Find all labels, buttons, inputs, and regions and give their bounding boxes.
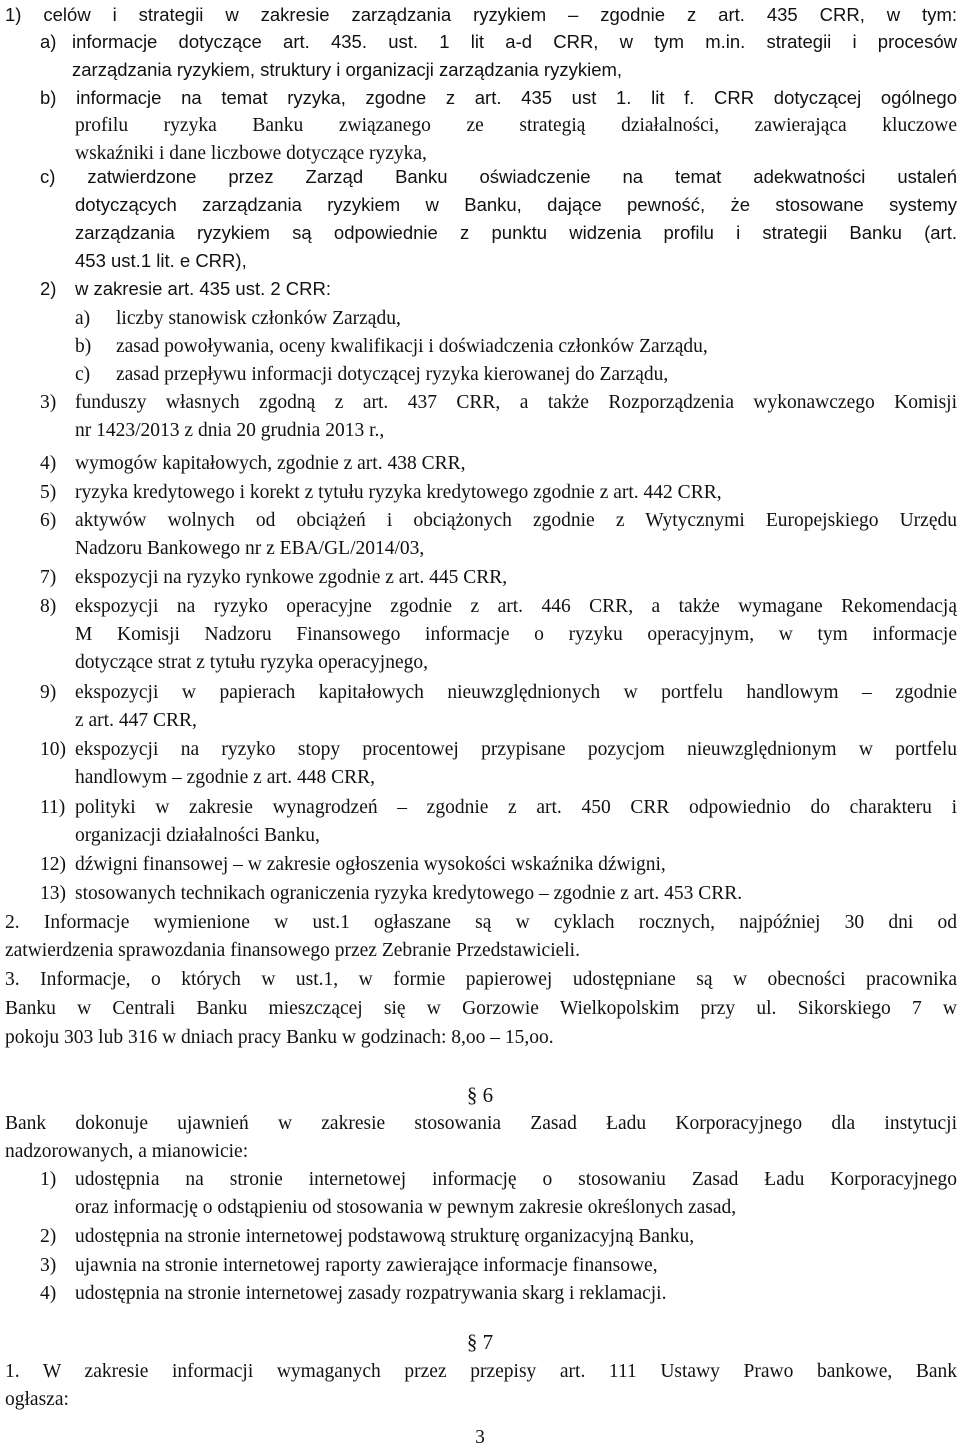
text-line: § 7 — [466, 1330, 494, 1354]
text-line: 3 — [475, 1427, 485, 1448]
text-line: 8) — [40, 596, 57, 617]
list-item-text — [75, 679, 957, 707]
text-line: dźwigni finansowej – w zakresie ogłoszenia wysokości wskaźnika dźwigni, — [75, 854, 666, 875]
paragraph-line — [5, 937, 957, 965]
text-line: handlowym – zgodnie z art. 448 CRR, — [75, 767, 376, 788]
text-line: funduszy własnych zgodną z art. 437 CRR, a także Rozporządzenia wykonawczego Komisji — [75, 392, 957, 413]
text-line: ekspozycji w papierach kapitałowych nieuwzględnionych w portfelu handlowym – zgodnie — [75, 682, 957, 703]
list-marker — [40, 593, 70, 621]
text-line: profilu ryzyka Banku związanego ze strategią działalności, zawierająca kluczowe — [75, 115, 957, 136]
list-item-text — [75, 649, 957, 677]
list-item-text — [75, 479, 957, 507]
text-line: nadzorowanych, a mianowicie: — [5, 1141, 249, 1162]
page-number — [0, 1424, 960, 1452]
text-line: 3) — [40, 392, 57, 413]
list-item-text — [75, 219, 957, 247]
list-marker — [40, 389, 70, 417]
text-line: 2) — [40, 1226, 57, 1247]
text-line: 2) — [40, 278, 57, 299]
list-marker — [40, 1166, 70, 1194]
list-item-text — [40, 163, 957, 191]
text-line: 5) — [40, 482, 57, 503]
list-marker — [40, 679, 70, 707]
text-line: liczby stanowisk członków Zarządu, — [116, 308, 401, 329]
list-item-text — [75, 707, 957, 735]
text-line: § 6 — [466, 1083, 494, 1107]
list-marker — [40, 1280, 70, 1308]
list-item-1-heading — [5, 1, 957, 29]
text-line: ekspozycji na ryzyko operacyjne zgodnie z art. 446 CRR, a także wymagane Rekomendacją — [75, 596, 957, 617]
text-line: b) informacje na temat ryzyka, zgodne z art. 435 ust 1. lit f. CRR dotyczącej ogólnego — [40, 87, 957, 108]
text-line: nr 1423/2013 z dnia 20 grudnia 2013 r., — [75, 420, 385, 441]
text-line: z art. 447 CRR, — [75, 710, 197, 731]
text-line: 453 ust.1 lit. e CRR), — [75, 250, 247, 271]
text-line: 1. W zakresie informacji wymaganych przez przepisy art. 111 Ustawy Prawo bankowe, Bank — [5, 1361, 957, 1382]
text-line: 1) — [40, 1169, 57, 1190]
list-item-text — [116, 361, 956, 389]
text-line: wskaźniki i dane liczbowe dotyczące ryzyka, — [75, 143, 427, 164]
text-line: aktywów wolnych od obciążeń i obciążonych zgodnie z Wytycznymi Europejskiego Urzędu — [75, 510, 957, 531]
list-item-text — [72, 56, 954, 84]
paragraph-line — [5, 1358, 957, 1386]
list-item-text — [75, 191, 957, 219]
text-line: ryzyka kredytowego i korekt z tytułu ryzyka kredytowego zgodnie z art. 442 CRR, — [75, 482, 722, 503]
list-item-text — [75, 880, 957, 908]
text-line: 10) — [40, 739, 66, 760]
list-item-text — [75, 851, 957, 879]
list-marker — [40, 880, 75, 908]
list-item-text — [75, 1252, 957, 1280]
text-line: 4) — [40, 1283, 57, 1304]
paragraph-line — [5, 1110, 957, 1138]
text-line: Banku w Centrali Banku mieszczącej się w Gorzowie Wielkopolskim przy ul. Sikorskiego 7 w — [5, 998, 957, 1019]
text-line: a) — [75, 308, 91, 329]
paragraph-line — [5, 909, 957, 937]
text-line: c) zatwierdzone przez Zarząd Banku oświadczenie na temat adekwatności ustaleń — [40, 166, 957, 187]
list-item-text — [75, 507, 957, 535]
paragraph-line — [5, 966, 957, 994]
text-line: b) — [75, 336, 92, 357]
text-line: ujawnia na stronie internetowej raporty zawierające informacje finansowe, — [75, 1255, 658, 1276]
list-marker — [40, 794, 75, 822]
text-line: oraz informację o odstąpieniu od stosowania w pewnym zakresie określonych zasad, — [75, 1197, 737, 1218]
list-marker — [75, 305, 105, 333]
text-line: ekspozycji na ryzyko rynkowe zgodnie z art. 445 CRR, — [75, 567, 508, 588]
list-marker — [40, 507, 70, 535]
text-line: 1) celów i strategii w zakresie zarządzania ryzykiem – zgodnie z art. 435 CRR, w tym: — [5, 4, 957, 25]
text-line: zatwierdzenia sprawozdania finansowego przez Zebranie Przedstawicieli. — [5, 940, 580, 961]
text-line: 9) — [40, 682, 57, 703]
list-item-text — [75, 593, 957, 621]
list-item-text — [40, 84, 957, 112]
paragraph-line — [5, 1386, 957, 1414]
text-line: dotyczących zarządzania ryzykiem w Banku, dające pewność, że stosowane systemy — [75, 194, 957, 215]
paragraph-line — [5, 1138, 957, 1166]
text-line: w zakresie art. 435 ust. 2 CRR: — [75, 278, 332, 299]
text-line: polityki w zakresie wynagrodzeń – zgodnie z art. 450 CRR odpowiednio do charakteru i — [75, 797, 957, 818]
list-item-text — [75, 275, 957, 303]
list-item-text — [75, 564, 957, 592]
text-line: organizacji działalności Banku, — [75, 825, 320, 846]
text-line: c) — [75, 364, 91, 385]
list-item-text — [75, 1194, 957, 1222]
list-marker — [75, 333, 105, 361]
list-marker — [40, 450, 70, 478]
text-line: 13) — [40, 883, 66, 904]
text-line: zarządzania ryzykiem są odpowiednie z punktu widzenia profilu i strategii Banku (art. — [75, 222, 957, 243]
list-marker — [40, 851, 75, 879]
text-line: zasad przepływu informacji dotyczącej ryzyka kierowanej do Zarządu, — [116, 364, 669, 385]
text-line: a) — [40, 31, 57, 52]
text-line: 2. Informacje wymienione w ust.1 ogłaszane są w cyklach rocznych, najpóźniej 30 dni od — [5, 912, 957, 933]
list-item-text — [75, 417, 957, 445]
text-line: wymogów kapitałowych, zgodnie z art. 438 CRR, — [75, 453, 466, 474]
text-line: 4) — [40, 453, 57, 474]
list-item-text — [75, 247, 957, 275]
list-item-text — [116, 333, 956, 361]
text-line: ogłasza: — [5, 1389, 69, 1410]
text-line: zarządzania ryzykiem, struktury i organizacji zarządzania ryzykiem, — [72, 59, 623, 80]
text-line: 6) — [40, 510, 57, 531]
list-marker — [75, 361, 105, 389]
text-line: 12) — [40, 854, 66, 875]
list-item-text — [75, 764, 957, 792]
text-line: 7) — [40, 567, 57, 588]
text-line: stosowanych technikach ograniczenia ryzyka kredytowego – zgodnie z art. 453 CRR. — [75, 883, 743, 904]
text-line: 11) — [40, 797, 66, 818]
text-line: Bank dokonuje ujawnień w zakresie stosowania Zasad Ładu Korporacyjnego dla instytucji — [5, 1113, 957, 1134]
section-heading — [0, 1081, 960, 1109]
list-item-text — [116, 305, 956, 333]
list-item-text — [75, 535, 957, 563]
text-line: dotyczące strat z tytułu ryzyka operacyjnego, — [75, 652, 429, 673]
paragraph-line — [5, 995, 957, 1023]
list-item-text — [75, 794, 957, 822]
list-marker — [40, 1252, 70, 1280]
text-line: Nadzoru Bankowego nr z EBA/GL/2014/03, — [75, 538, 425, 559]
paragraph-line — [5, 1024, 957, 1052]
text-line: udostępnia na stronie internetowej zasady rozpatrywania skarg i reklamacji. — [75, 1283, 667, 1304]
list-item-text — [75, 450, 957, 478]
text-line: udostępnia na stronie internetowej informację o stosowaniu Zasad Ładu Korporacyjnego — [75, 1169, 957, 1190]
list-item-text — [75, 112, 957, 140]
list-item-text — [75, 736, 957, 764]
list-marker — [40, 1223, 70, 1251]
list-marker — [40, 564, 70, 592]
text-line: 3) — [40, 1255, 57, 1276]
section-heading — [0, 1328, 960, 1356]
list-marker — [40, 736, 75, 764]
list-item-text — [75, 1223, 957, 1251]
list-item-text — [75, 822, 957, 850]
list-marker — [40, 275, 70, 303]
text-line: M Komisji Nadzoru Finansowego informacje o ryzyku operacyjnym, w tym informacje — [75, 624, 957, 645]
list-marker — [40, 28, 70, 56]
list-item-text — [75, 1166, 957, 1194]
list-item-text — [75, 1280, 957, 1308]
text-line: pokoju 303 lub 316 w dniach pracy Banku w godzinach: 8,oo – 15,oo. — [5, 1027, 554, 1048]
text-line: udostępnia na stronie internetowej podstawową strukturę organizacyjną Banku, — [75, 1226, 695, 1247]
text-line: 3. Informacje, o których w ust.1, w formie papierowej udostępniane są w obecności pracownika — [5, 969, 957, 990]
text-line: ekspozycji na ryzyko stopy procentowej przypisane pozycjom nieuwzględnionym w portfelu — [75, 739, 957, 760]
list-item-text — [75, 621, 957, 649]
list-item-text — [75, 389, 957, 417]
list-item-text — [72, 28, 957, 56]
text-line: informacje dotyczące art. 435. ust. 1 lit a-d CRR, w tym m.in. strategii i procesów — [72, 31, 957, 52]
list-marker — [40, 479, 70, 507]
text-line: zasad powoływania, oceny kwalifikacji i doświadczenia członków Zarządu, — [116, 336, 708, 357]
